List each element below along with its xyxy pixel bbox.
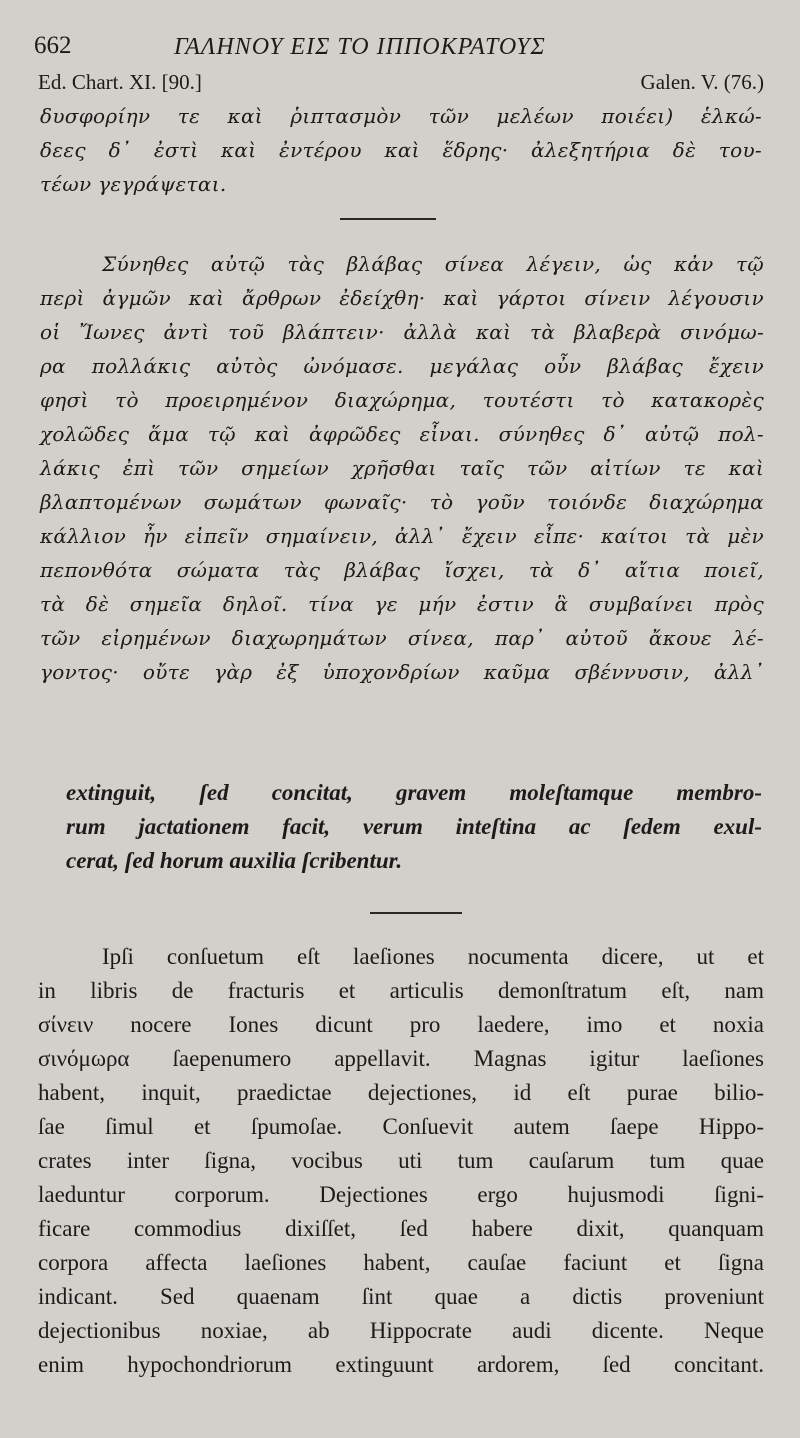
running-title: ΓΑΛΗΝΟΥ ΕΙΣ ΤΟ ΙΠΠΟΚΡΑΤΟΥΣ: [174, 34, 546, 60]
section-divider: [340, 218, 436, 220]
text-line: ſae ſimul et ſpumoſae. Conſuevit autem ſaepe Hippo-: [38, 1114, 764, 1139]
text-line: οἱ Ἴωνες ἀντὶ τοῦ βλάπτειν· ἀλλὰ καὶ τὰ βλαβερὰ σινόμω-: [40, 320, 764, 344]
text-line: δυσφορίην τε καὶ ῥιπτασμὸν τῶν μελέων ποιέει) ἑλκώ-: [40, 104, 762, 128]
text-line: τὰ δὲ σημεῖα δηλοῖ. τίνα γε μήν ἐστιν ἃ συμβαίνει πρὸς: [40, 592, 764, 616]
edition-chartier: Ed. Chart. XI. [90.]: [38, 70, 202, 94]
text-line: dejectionibus noxiae, ab Hippocrate audi dicente. Neque: [38, 1318, 764, 1343]
edition-references: [38, 70, 764, 100]
text-line: τῶν εἰρημένων διαχωρημάτων σίνεα, παρ᾽ αὐτοῦ ἄκουε λέ-: [40, 626, 764, 650]
text-line: Σύνηθες αὐτῷ τὰς βλάβας σίνεα λέγειν, ὡς κἀν τῷ: [102, 252, 764, 276]
text-line: γοντος· οὔτε γὰρ ἐξ ὑποχονδρίων καῦμα σβέννυσιν, ἀλλ᾽: [40, 660, 764, 684]
greek-intro-text: [40, 104, 762, 204]
text-line: corpora affecta laeſiones habent, cauſae faciunt et ſigna: [38, 1250, 764, 1275]
text-line: crates inter ſigna, vocibus uti tum cauſarum tum quae: [38, 1148, 764, 1173]
section-divider: [370, 912, 462, 914]
text-line: laeduntur corporum. Dejectiones ergo hujusmodi ſigni-: [38, 1182, 764, 1207]
text-line: λάκις ἐπὶ τῶν σημείων χρῆσθαι ταῖς τῶν αἰτίων τε καὶ: [40, 456, 764, 480]
text-line: κάλλιον ἦν εἰπεῖν σημαίνειν, ἀλλ᾽ ἔχειν εἶπε· καίτοι τὰ μὲν: [40, 524, 764, 548]
text-line: φησὶ τὸ προειρημένον διαχώρημα, τουτέστι τὸ κατακορὲς: [40, 388, 764, 412]
text-line: extinguit, ſed concitat, gravem moleſtamque membro-: [66, 780, 762, 805]
greek-commentary: [40, 252, 764, 712]
text-line: δεες δ᾽ ἐστὶ καὶ ἐντέρου καὶ ἕδρης· ἀλεξητήρια δὲ του-: [40, 138, 762, 162]
text-line: indicant. Sed quaenam ſint quae a dictis proveniunt: [38, 1284, 764, 1309]
text-line: Ipſi conſuetum eſt laeſiones nocumenta dicere, ut et: [102, 944, 764, 969]
page-number: 662: [34, 32, 72, 59]
text-line: ρα πολλάκις αὐτὸς ὠνόμασε. μεγάλας οὖν βλάβας ἔχειν: [40, 354, 764, 378]
text-line: in libris de fracturis et articulis demonſtratum eſt, nam: [38, 978, 764, 1003]
text-line: σινόμωρα ſaepenumero appellavit. Magnas igitur laeſiones: [38, 1046, 764, 1071]
text-line: βλαπτομένων σωμάτων φωναῖς· τὸ γοῦν τοιόνδε διαχώρημα: [40, 490, 764, 514]
text-line: ficare commodius dixiſſet, ſed habere dixit, quanquam: [38, 1216, 764, 1241]
text-line: enim hypochondriorum extinguunt ardorem, ſed concitant.: [38, 1352, 764, 1377]
text-line: χολῶδες ἅμα τῷ καὶ ἀφρῶδες εἶναι. σύνηθες δ᾽ αὐτῷ πολ-: [40, 422, 764, 446]
text-line: πεπονθότα σώματα τὰς βλάβας ἴσχει, τὰ δ᾽ αἴτια ποιεῖ,: [40, 558, 764, 582]
page-header: [34, 28, 766, 68]
latin-italic-translation: [66, 780, 762, 880]
text-line: τέων γεγράψεται.: [40, 172, 227, 196]
text-line: cerat, ſed horum auxilia ſcribentur.: [66, 848, 403, 873]
text-line: περὶ ἀγμῶν καὶ ἄρθρων ἐδείχθη· καὶ γάρτοι σίνειν λέγουσιν: [40, 286, 764, 310]
edition-galen: Galen. V. (76.): [640, 70, 764, 94]
text-line: habent, inquit, praedictae dejectiones, id eſt purae bilio-: [38, 1080, 764, 1105]
text-line: rum jactationem facit, verum inteſtina ac ſedem exul-: [66, 814, 762, 839]
text-line: σίνειν nocere Iones dicunt pro laedere, imo et noxia: [38, 1012, 764, 1037]
latin-commentary: [38, 944, 764, 1394]
